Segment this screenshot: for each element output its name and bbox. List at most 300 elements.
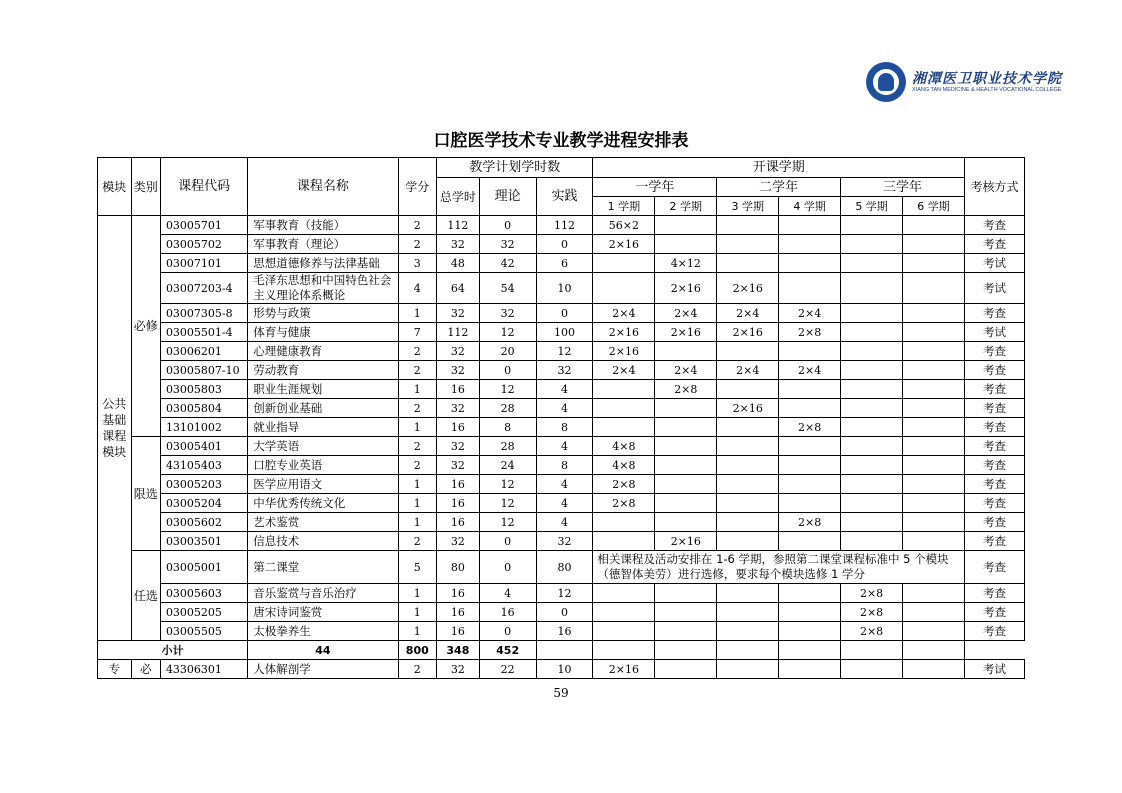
term5-schedule: [841, 494, 903, 513]
course-theory-hours: 8: [479, 418, 536, 437]
course-credits: 3: [398, 254, 437, 273]
term1-schedule: [593, 532, 655, 551]
course-name: 创新创业基础: [248, 399, 398, 418]
term1-schedule: [593, 603, 655, 622]
term4-schedule: [779, 342, 841, 361]
course-practice-hours: 4: [536, 494, 593, 513]
term3-schedule: [717, 494, 779, 513]
course-credits: 5: [398, 551, 437, 584]
term1-schedule: 4×8: [593, 456, 655, 475]
table-row: [98, 660, 1025, 679]
term6-schedule: [903, 456, 965, 475]
course-credits: 2: [398, 437, 437, 456]
header-total-hours: 总学时: [437, 178, 480, 216]
table-row: [98, 235, 1025, 254]
term1-schedule: 2×16: [593, 342, 655, 361]
subtotal-empty-cell: [655, 641, 717, 660]
term1-schedule: [593, 399, 655, 418]
course-credits: 2: [398, 532, 437, 551]
course-practice-hours: 0: [536, 603, 593, 622]
term2-schedule: 2×4: [655, 361, 717, 380]
course-total-hours: 112: [437, 216, 480, 235]
course-name: 医学应用语文: [248, 475, 398, 494]
term2-schedule: [655, 584, 717, 603]
course-assessment: 考查: [964, 494, 1024, 513]
course-assessment: 考查: [964, 603, 1024, 622]
module-major-cell: 专: [98, 660, 132, 679]
course-practice-hours: 4: [536, 475, 593, 494]
course-code: 03005701: [160, 216, 247, 235]
term2-schedule: [655, 342, 717, 361]
term3-schedule: 2×16: [717, 273, 779, 304]
course-name: 形势与政策: [248, 304, 398, 323]
header-year1: 一学年: [593, 178, 717, 197]
term2-schedule: [655, 235, 717, 254]
term6-schedule: [903, 304, 965, 323]
term3-schedule: [717, 475, 779, 494]
term6-schedule: [903, 361, 965, 380]
table-row: [98, 380, 1025, 399]
category-required-short-cell: 必: [131, 660, 160, 679]
term1-schedule: [593, 418, 655, 437]
course-theory-hours: 12: [479, 475, 536, 494]
course-assessment: 考查: [964, 437, 1024, 456]
course-name: 劳动教育: [248, 361, 398, 380]
header-term5: 5 学期: [841, 197, 903, 216]
course-practice-hours: 0: [536, 304, 593, 323]
term5-schedule: [841, 660, 903, 679]
course-assessment: 考查: [964, 216, 1024, 235]
term6-schedule: [903, 494, 965, 513]
term4-schedule: [779, 273, 841, 304]
course-name: 人体解剖学: [248, 660, 398, 679]
term4-schedule: [779, 532, 841, 551]
course-total-hours: 16: [437, 622, 480, 641]
term5-schedule: [841, 475, 903, 494]
course-total-hours: 16: [437, 418, 480, 437]
table-row: [98, 342, 1025, 361]
course-credits: 2: [398, 399, 437, 418]
course-name: 唐宋诗词鉴赏: [248, 603, 398, 622]
course-credits: 1: [398, 380, 437, 399]
course-practice-hours: 4: [536, 513, 593, 532]
term3-schedule: [717, 437, 779, 456]
term4-schedule: [779, 494, 841, 513]
course-code: 03005204: [160, 494, 247, 513]
term4-schedule: [779, 603, 841, 622]
table-row: [98, 475, 1025, 494]
term6-schedule: [903, 399, 965, 418]
term3-schedule: [717, 584, 779, 603]
course-assessment: 考查: [964, 399, 1024, 418]
course-practice-hours: 8: [536, 456, 593, 475]
course-name: 信息技术: [248, 532, 398, 551]
course-assessment: 考查: [964, 361, 1024, 380]
subtotal-row: [98, 641, 1025, 660]
course-practice-hours: 112: [536, 216, 593, 235]
course-assessment: 考查: [964, 304, 1024, 323]
course-assessment: 考查: [964, 235, 1024, 254]
course-name: 音乐鉴赏与音乐治疗: [248, 584, 398, 603]
header-term4: 4 学期: [779, 197, 841, 216]
course-assessment: 考查: [964, 342, 1024, 361]
course-total-hours: 32: [437, 342, 480, 361]
course-credits: 2: [398, 342, 437, 361]
term1-schedule: 56×2: [593, 216, 655, 235]
term5-schedule: [841, 380, 903, 399]
term4-schedule: [779, 216, 841, 235]
term2-schedule: 2×16: [655, 323, 717, 342]
module-public-cell: 公共基础课程模块: [98, 216, 132, 641]
term6-schedule: [903, 437, 965, 456]
term4-schedule: [779, 660, 841, 679]
term6-schedule: [903, 622, 965, 641]
course-name: 太极拳养生: [248, 622, 398, 641]
course-total-hours: 32: [437, 532, 480, 551]
course-assessment: 考查: [964, 456, 1024, 475]
term2-schedule: [655, 660, 717, 679]
term4-schedule: 2×4: [779, 361, 841, 380]
course-name: 职业生涯规划: [248, 380, 398, 399]
term2-schedule: [655, 216, 717, 235]
course-theory-hours: 0: [479, 361, 536, 380]
course-credits: 1: [398, 603, 437, 622]
page-title: 口腔医学技术专业教学进程安排表: [433, 131, 689, 151]
term4-schedule: 2×4: [779, 304, 841, 323]
subtotal-theory-hours: 348: [437, 641, 480, 660]
course-name: 心理健康教育: [248, 342, 398, 361]
term1-schedule: 2×4: [593, 304, 655, 323]
school-name-en: XIANG TAN MEDICINE & HEALTH VOCATIONAL COLLEGE: [912, 87, 1062, 93]
course-credits: 1: [398, 475, 437, 494]
course-total-hours: 32: [437, 456, 480, 475]
term5-schedule: [841, 532, 903, 551]
term2-schedule: 2×16: [655, 532, 717, 551]
course-practice-hours: 4: [536, 380, 593, 399]
header-plan-hours: 教学计划学时数: [437, 158, 593, 178]
course-credits: 1: [398, 513, 437, 532]
term2-schedule: 2×16: [655, 273, 717, 304]
table-row: [98, 216, 1025, 235]
course-total-hours: 32: [437, 660, 480, 679]
term1-schedule: 2×16: [593, 235, 655, 254]
term1-schedule: 2×16: [593, 323, 655, 342]
course-name: 中华优秀传统文化: [248, 494, 398, 513]
term6-schedule: [903, 235, 965, 254]
term5-schedule: 2×8: [841, 584, 903, 603]
course-total-hours: 32: [437, 304, 480, 323]
term2-schedule: [655, 418, 717, 437]
course-total-hours: 32: [437, 437, 480, 456]
course-practice-hours: 12: [536, 342, 593, 361]
table-row: [98, 399, 1025, 418]
course-practice-hours: 0: [536, 235, 593, 254]
course-name: 第二课堂: [248, 551, 398, 584]
course-total-hours: 16: [437, 513, 480, 532]
course-credits: 1: [398, 418, 437, 437]
course-theory-hours: 12: [479, 494, 536, 513]
course-practice-hours: 4: [536, 437, 593, 456]
header-credits: 学分: [398, 158, 437, 216]
term2-schedule: [655, 456, 717, 475]
course-credits: 2: [398, 361, 437, 380]
term6-schedule: [903, 660, 965, 679]
header-code: 课程代码: [160, 158, 247, 216]
header-category: 类别: [131, 158, 160, 216]
header-term3: 3 学期: [717, 197, 779, 216]
term6-schedule: [903, 254, 965, 273]
course-credits: 1: [398, 494, 437, 513]
course-code: 03005501-4: [160, 323, 247, 342]
header-theory: 理论: [479, 178, 536, 216]
course-theory-hours: 0: [479, 216, 536, 235]
course-code: 03005804: [160, 399, 247, 418]
term6-schedule: [903, 323, 965, 342]
table-row: [98, 273, 1025, 304]
header-term6: 6 学期: [903, 197, 965, 216]
subtotal-credits: 44: [248, 641, 398, 660]
course-code: 03007203-4: [160, 273, 247, 304]
course-theory-hours: 0: [479, 551, 536, 584]
term2-schedule: 2×4: [655, 304, 717, 323]
term2-schedule: [655, 603, 717, 622]
course-theory-hours: 0: [479, 532, 536, 551]
course-assessment: 考查: [964, 532, 1024, 551]
course-total-hours: 16: [437, 475, 480, 494]
term3-schedule: 2×16: [717, 399, 779, 418]
term6-schedule: [903, 513, 965, 532]
header-practice: 实践: [536, 178, 593, 216]
course-assessment: 考试: [964, 273, 1024, 304]
course-code: 03005602: [160, 513, 247, 532]
course-total-hours: 16: [437, 494, 480, 513]
term3-schedule: [717, 532, 779, 551]
course-credits: 2: [398, 216, 437, 235]
header-terms: 开课学期: [593, 158, 965, 178]
course-practice-hours: 16: [536, 622, 593, 641]
term1-schedule: [593, 254, 655, 273]
page-number: 59: [553, 686, 569, 700]
course-code: 03005001: [160, 551, 247, 584]
term1-schedule: [593, 584, 655, 603]
term5-schedule: [841, 254, 903, 273]
term5-schedule: [841, 235, 903, 254]
term6-schedule: [903, 216, 965, 235]
term1-schedule: 4×8: [593, 437, 655, 456]
course-credits: 1: [398, 304, 437, 323]
course-credits: 2: [398, 456, 437, 475]
term2-schedule: [655, 622, 717, 641]
course-assessment: 考试: [964, 660, 1024, 679]
term3-schedule: [717, 235, 779, 254]
term6-schedule: [903, 380, 965, 399]
table-row: [98, 437, 1025, 456]
term3-schedule: [717, 622, 779, 641]
course-code: 03007101: [160, 254, 247, 273]
term4-schedule: 2×8: [779, 513, 841, 532]
course-assessment: 考查: [964, 418, 1024, 437]
term1-schedule: [593, 513, 655, 532]
course-practice-hours: 4: [536, 399, 593, 418]
course-assessment: 考查: [964, 475, 1024, 494]
subtotal-total-hours: 800: [398, 641, 437, 660]
course-name: 大学英语: [248, 437, 398, 456]
term3-schedule: [717, 342, 779, 361]
course-name: 毛泽东思想和中国特色社会主义理论体系概论: [248, 273, 398, 304]
header-name: 课程名称: [248, 158, 398, 216]
course-total-hours: 32: [437, 399, 480, 418]
college-logo: [866, 62, 1062, 106]
course-total-hours: 80: [437, 551, 480, 584]
term1-schedule: 2×16: [593, 660, 655, 679]
course-theory-hours: 12: [479, 380, 536, 399]
course-assessment: 考查: [964, 513, 1024, 532]
course-theory-hours: 0: [479, 622, 536, 641]
subtotal-empty-cell: [903, 641, 965, 660]
term2-schedule: [655, 513, 717, 532]
table-row: [98, 456, 1025, 475]
term6-schedule: [903, 418, 965, 437]
term6-schedule: [903, 475, 965, 494]
course-theory-hours: 54: [479, 273, 536, 304]
course-assessment: 考查: [964, 380, 1024, 399]
course-theory-hours: 32: [479, 304, 536, 323]
course-practice-hours: 80: [536, 551, 593, 584]
course-theory-hours: 24: [479, 456, 536, 475]
term5-schedule: [841, 437, 903, 456]
table-row: [98, 551, 1025, 584]
term3-schedule: [717, 603, 779, 622]
table-row: [98, 532, 1025, 551]
course-credits: 7: [398, 323, 437, 342]
course-code: 03005401: [160, 437, 247, 456]
term5-schedule: [841, 216, 903, 235]
term4-schedule: [779, 437, 841, 456]
table-row: [98, 603, 1025, 622]
subtotal-empty-cell: [779, 641, 841, 660]
subtotal-empty-cell: [841, 641, 903, 660]
term2-schedule: [655, 399, 717, 418]
course-assessment: 考试: [964, 254, 1024, 273]
course-theory-hours: 28: [479, 399, 536, 418]
term6-schedule: [903, 342, 965, 361]
course-total-hours: 32: [437, 235, 480, 254]
term5-schedule: [841, 323, 903, 342]
course-practice-hours: 32: [536, 532, 593, 551]
course-theory-hours: 16: [479, 603, 536, 622]
course-code: 03005803: [160, 380, 247, 399]
course-note: 相关课程及活动安排在 1-6 学期，参照第二课堂课程标准中 5 个模块（德智体美劳）进行选修，要求每个模块选修 1 学分: [593, 551, 965, 584]
term4-schedule: [779, 254, 841, 273]
table-row: [98, 494, 1025, 513]
term3-schedule: [717, 660, 779, 679]
course-code: 43105403: [160, 456, 247, 475]
course-code: 03005505: [160, 622, 247, 641]
term3-schedule: [717, 418, 779, 437]
course-name: 艺术鉴赏: [248, 513, 398, 532]
term2-schedule: 2×8: [655, 380, 717, 399]
term5-schedule: [841, 513, 903, 532]
header-term1: 1 学期: [593, 197, 655, 216]
course-total-hours: 16: [437, 380, 480, 399]
course-total-hours: 48: [437, 254, 480, 273]
course-total-hours: 64: [437, 273, 480, 304]
course-code: 03005807-10: [160, 361, 247, 380]
header-term2: 2 学期: [655, 197, 717, 216]
term6-schedule: [903, 584, 965, 603]
subtotal-practice-hours: 452: [479, 641, 536, 660]
course-code: 03007305-8: [160, 304, 247, 323]
course-code: 03006201: [160, 342, 247, 361]
subtotal-label: 小计: [98, 641, 248, 660]
term2-schedule: [655, 475, 717, 494]
subtotal-empty-cell: [536, 641, 593, 660]
table-row: [98, 513, 1025, 532]
term5-schedule: [841, 456, 903, 475]
course-theory-hours: 4: [479, 584, 536, 603]
category-optional-cell: 任选: [131, 551, 160, 641]
table-row: [98, 323, 1025, 342]
course-name: 体育与健康: [248, 323, 398, 342]
term2-schedule: [655, 437, 717, 456]
term5-schedule: 2×8: [841, 603, 903, 622]
header-module: 模块: [98, 158, 132, 216]
table-row: [98, 584, 1025, 603]
header-assessment: 考核方式: [964, 158, 1024, 216]
course-name: 军事教育（技能）: [248, 216, 398, 235]
term3-schedule: 2×4: [717, 361, 779, 380]
college-emblem-icon: [866, 62, 906, 102]
course-practice-hours: 10: [536, 660, 593, 679]
course-assessment: 考查: [964, 551, 1024, 584]
course-name: 就业指导: [248, 418, 398, 437]
term5-schedule: [841, 399, 903, 418]
term4-schedule: [779, 235, 841, 254]
course-theory-hours: 28: [479, 437, 536, 456]
term5-schedule: [841, 361, 903, 380]
course-code: 13101002: [160, 418, 247, 437]
course-name: 口腔专业英语: [248, 456, 398, 475]
term4-schedule: [779, 622, 841, 641]
course-credits: 1: [398, 622, 437, 641]
term4-schedule: [779, 399, 841, 418]
table-row: [98, 361, 1025, 380]
term3-schedule: 2×4: [717, 304, 779, 323]
course-credits: 2: [398, 235, 437, 254]
term4-schedule: [779, 380, 841, 399]
course-code: 43306301: [160, 660, 247, 679]
course-theory-hours: 12: [479, 513, 536, 532]
course-credits: 2: [398, 660, 437, 679]
school-name: 湘潭医卫职业技术学院: [912, 71, 1062, 87]
course-code: 03005203: [160, 475, 247, 494]
term1-schedule: [593, 380, 655, 399]
course-practice-hours: 8: [536, 418, 593, 437]
term5-schedule: [841, 304, 903, 323]
course-practice-hours: 100: [536, 323, 593, 342]
term1-schedule: [593, 273, 655, 304]
schedule-table: [97, 157, 1025, 679]
term5-schedule: [841, 273, 903, 304]
header-year2: 二学年: [717, 178, 841, 197]
table-row: [98, 418, 1025, 437]
course-theory-hours: 32: [479, 235, 536, 254]
course-practice-hours: 32: [536, 361, 593, 380]
course-code: 03003501: [160, 532, 247, 551]
course-assessment: 考查: [964, 622, 1024, 641]
header-year3: 三学年: [841, 178, 965, 197]
term1-schedule: 2×8: [593, 494, 655, 513]
